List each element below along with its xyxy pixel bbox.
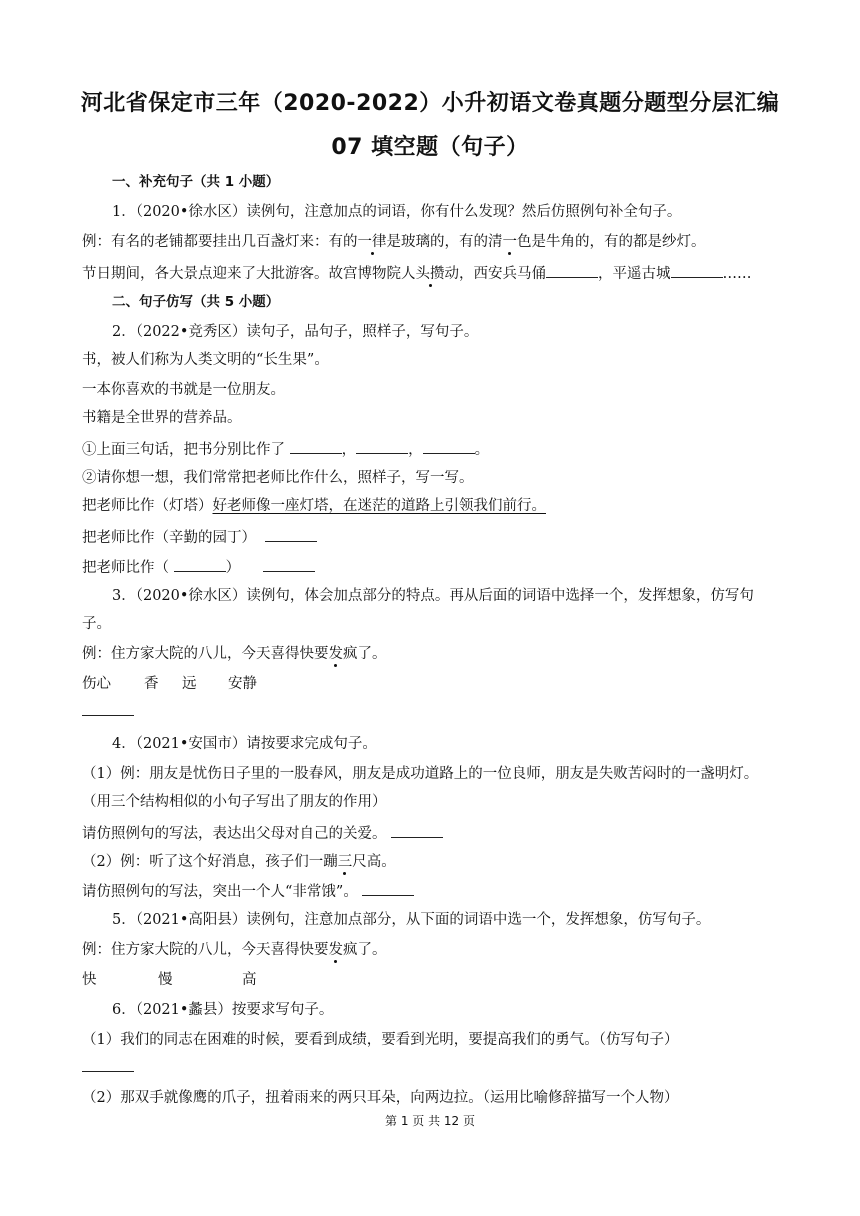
q2-example-2 — [82, 526, 317, 548]
q3-example-c: 。 — [372, 646, 387, 662]
q3-word-2: 香 — [144, 676, 159, 692]
q5-example-a: 例：住方家大院的八儿，今天喜得 — [82, 942, 300, 958]
q4-part2-task-text: 请仿照例句的写法，突出一个人“非常饿”。 — [82, 884, 358, 900]
q1-example-e: 是牛角的，有的都是纱灯。 — [531, 234, 706, 250]
q2-example-1-label: 把老师比作（灯塔） — [82, 498, 213, 514]
q6-part1: （1）我们的同志在困难的时候，要看到成绩，要看到光明，要提高我们的勇气。（仿写句子） — [82, 1032, 679, 1048]
q2-part1 — [82, 438, 489, 460]
q6-stem: 6．（2021•蠡县）按要求写句子。 — [112, 1002, 334, 1018]
q1-task-a: 节日期间，各大景点迎来了大批游客。故宫博物院 — [82, 266, 401, 282]
q1-task — [82, 262, 752, 284]
q4-part2-task — [82, 880, 414, 902]
q2-part1-text: ①上面三句话，把书分别比作了 — [82, 442, 285, 458]
document-title-line2: 07 填空题（句子） — [331, 135, 529, 160]
q2-sentence-1: 书，被人们称为人类文明的“长生果”。 — [82, 352, 329, 368]
q4-part1-example: （1）例：朋友是忧伤日子里的一股春风，朋友是成功道路上的一位良师，朋友是失败苦闷时的一盏明灯。 — [82, 766, 759, 782]
q2-part1-sep2: ， — [408, 442, 423, 458]
q1-task-c: ，西安兵马俑 — [459, 266, 546, 282]
q1-example-dotted-1: 一律 — [357, 234, 387, 250]
q2-example-3-label-a: 把老师比作（ — [82, 560, 169, 576]
q1-answer-blank-2[interactable] — [671, 262, 723, 278]
q1-task-dotted: 人头攒动 — [401, 266, 459, 282]
document-title-line1: 河北省保定市三年（2020-2022）小升初语文卷真题分题型分层汇编 — [80, 91, 780, 116]
q2-sentence-2: 一本你喜欢的书就是一位朋友。 — [82, 382, 285, 398]
q4-part2-example — [82, 852, 396, 872]
q3-word-3: 远 — [182, 676, 197, 692]
q2-blank-2[interactable] — [356, 438, 408, 454]
q2-sentence-3: 书籍是全世界的营养品。 — [82, 410, 242, 426]
q6-part2: （2）那双手就像鹰的爪子，扭着雨来的两只耳朵，向两边拉。（运用比喻修辞描写一个人物） — [82, 1090, 679, 1106]
q4-part2-a: （2）例：听了这个好消息，孩子们 — [82, 854, 309, 870]
q1-example-a: 例：有名的老铺都要挂出几百盏灯来：有的 — [82, 234, 358, 250]
page-footer: 第 1 页 共 12 页 — [385, 1114, 475, 1128]
q1-answer-blank-1[interactable] — [546, 262, 598, 278]
q2-example-1 — [82, 496, 546, 516]
q2-blank-1[interactable] — [290, 438, 342, 454]
q4-part1-note: （用三个结构相似的小句子写出了朋友的作用） — [82, 794, 387, 810]
q3-stem-b: 子。 — [82, 616, 111, 632]
q4-part1-task — [82, 822, 443, 844]
q2-example-1-answer: 好老师像一座灯塔，在迷茫的道路上引领我们前行。 — [212, 498, 546, 514]
q2-blank-6[interactable] — [263, 556, 315, 572]
q2-blank-3[interactable] — [423, 438, 475, 454]
q2-blank-4[interactable] — [265, 526, 317, 542]
q3-stem-a: 3．（2020•徐水区）读例句，体会加点部分的特点。再从后面的词语中选择一个，发挥想象，仿写句 — [112, 588, 754, 604]
q3-word-4: 安静 — [228, 676, 257, 692]
q4-part2-dotted: 一蹦三尺高 — [308, 854, 382, 870]
q2-part1-end: 。 — [474, 442, 490, 458]
q5-word-2: 慢 — [158, 972, 173, 988]
q6-answer-line[interactable] — [82, 1056, 134, 1078]
q2-example-3 — [82, 556, 315, 578]
q1-example — [82, 232, 706, 252]
q3-answer-line[interactable] — [82, 700, 134, 722]
q5-word-3: 高 — [242, 972, 257, 988]
q5-example-dotted: 快要发疯了 — [299, 942, 372, 958]
q4-part1-task-text: 请仿照例句的写法，表达出父母对自己的关爱。 — [82, 826, 387, 842]
q4-stem: 4．（2021•安国市）请按要求完成句子。 — [112, 736, 377, 752]
q4-part2-c: 。 — [381, 854, 396, 870]
q2-part2: ②请你想一想，我们常常把老师比作什么，照样子，写一写。 — [82, 470, 474, 486]
q4-blank-1[interactable] — [391, 822, 443, 838]
section2-heading: 二、句子仿写（共 5 小题） — [112, 294, 280, 310]
q2-blank-5[interactable] — [174, 556, 226, 572]
q5-word-list — [82, 970, 257, 990]
q3-example — [82, 644, 387, 664]
q3-example-a: 例：住方家大院的八儿，今天喜得 — [82, 646, 300, 662]
q1-example-c: 是玻璃的，有的 — [386, 234, 488, 250]
section1-heading: 一、补充句子（共 1 小题） — [112, 174, 280, 190]
q5-stem: 5．（2021•高阳县）读例句，注意加点部分，从下面的词语中选一个，发挥想象，仿写句子。 — [112, 912, 711, 928]
q1-task-d: ，平遥古城 — [598, 266, 671, 282]
q1-stem: 1．（2020•徐水区）读例句，注意加点的词语，你有什么发现？然后仿照例句补全句子。 — [112, 204, 682, 220]
q4-blank-2[interactable] — [362, 880, 414, 896]
q5-word-1: 快 — [82, 972, 97, 988]
q2-part1-sep1: ， — [341, 442, 357, 458]
q3-word-1: 伤心 — [82, 676, 111, 692]
q1-task-e: …… — [722, 266, 752, 282]
q3-example-dotted: 快要发疯了 — [299, 646, 372, 662]
q2-example-2-label: 把老师比作（辛勤的园丁） — [82, 530, 256, 546]
q3-word-list — [82, 674, 257, 694]
q5-example — [82, 940, 387, 960]
q2-example-3-label-b: ） — [225, 560, 241, 576]
q2-stem: 2．（2022•竞秀区）读句子，品句子，照样子，写句子。 — [112, 324, 479, 340]
q1-example-dotted-2: 清一色 — [488, 234, 532, 250]
q5-example-c: 。 — [372, 942, 387, 958]
